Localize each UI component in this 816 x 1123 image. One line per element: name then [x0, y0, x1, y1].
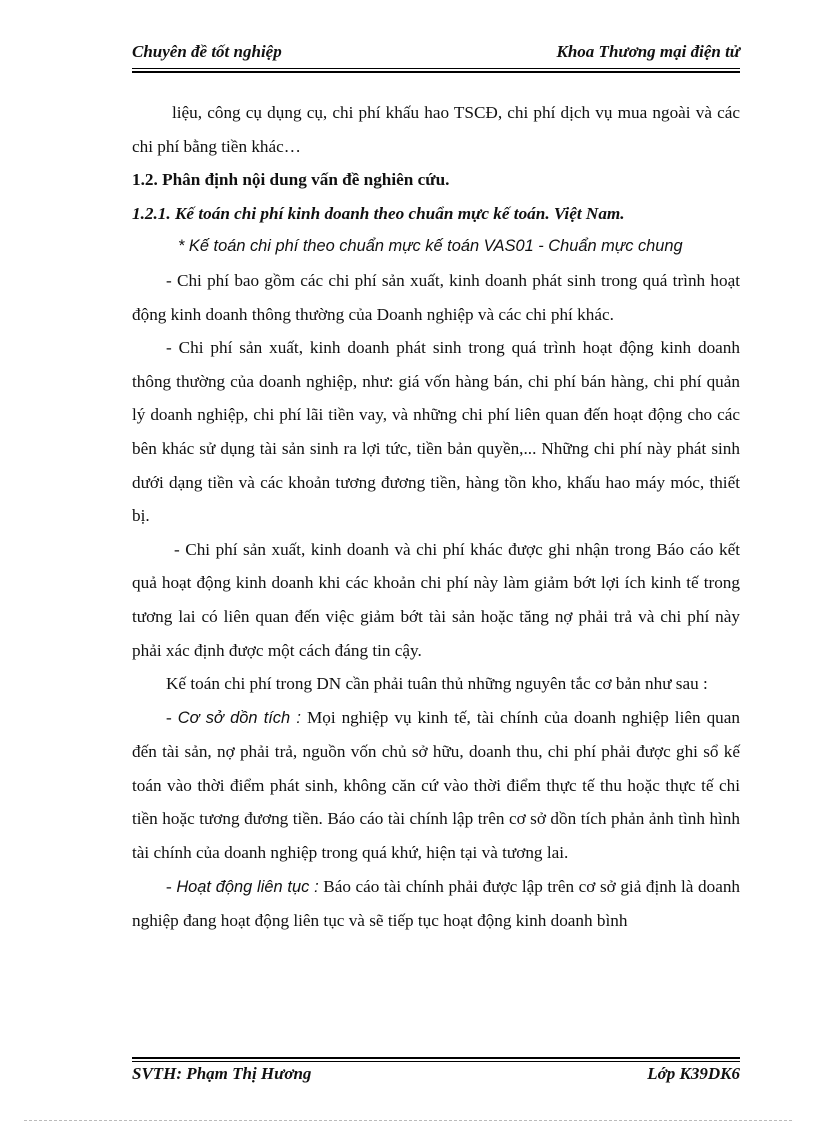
document-body	[132, 96, 740, 938]
page-header	[132, 42, 740, 66]
header-title-left: Chuyên đề tốt nghiệp	[132, 42, 282, 61]
paragraph-4: - Chi phí sản xuất, kinh doanh và chi phí khác được ghi nhận trong Báo cáo kết quả hoạt động kinh doanh khi các khoản chi phí này làm giảm bớt lợi ích kinh tế trong tương lai có liên quan đến việc giảm bớt tài sản hoặc tăng nợ phải trả và chi phí này phải xác định được một cách đáng tin cậy.	[132, 539, 740, 660]
footer-class: Lớp K39DK6	[647, 1064, 740, 1083]
paragraph-7: - Hoạt động liên tục : Báo cáo tài chính phải được lập trên cơ sở giả định là doanh nghiệp đang hoạt động liên tục và sẽ tiếp tục hoạt động kinh doanh bình	[132, 876, 741, 931]
paragraph-5: Kế toán chi phí trong DN cần phải tuân thủ những nguyên tắc cơ bản như sau :	[166, 674, 708, 694]
page-footer	[132, 1064, 740, 1088]
paragraph-7-text: Báo cáo tài chính phải được lập trên cơ sở giả định là doanh nghiệp đang hoạt động liên tục và sẽ tiếp tục hoạt động kinh doanh bình	[132, 876, 741, 931]
paragraph-2: - Chi phí bao gồm các chi phí sản xuất, kinh doanh phát sinh trong quá trình hoạt động kinh doanh thông thường của Doanh nghiệp và các chi phí khác.	[132, 270, 740, 324]
header-rule	[132, 68, 740, 73]
section-heading-1-2: 1.2. Phân định nội dung vấn đề nghiên cứu.	[132, 170, 450, 190]
paragraph-1: liệu, công cụ dụng cụ, chi phí khấu hao TSCĐ, chi phí dịch vụ mua ngoài và các chi phí bằng tiền khác…	[132, 103, 740, 156]
paragraph-6: - Cơ sở dồn tích : Mọi nghiệp vụ kinh tế, tài chính của doanh nghiệp liên quan đến tài sản, nợ phải trả, nguồn vốn chủ sở hữu, doanh thu, chi phí phải được ghi sổ kế toán vào thời điểm phát sinh, không căn cứ vào thời điểm thực tế thu hoặc thực tế chi tiền hoặc tương đương tiền. Báo cáo tài chính lập trên cơ sở dồn tích phản ảnh tình hình tài chính của doanh nghiệp trong quá khứ, hiện tại và tương lai.	[132, 707, 740, 863]
page-bottom-edge	[24, 1120, 792, 1121]
term-hoat-dong-lien-tuc: Hoạt động liên tục :	[176, 877, 319, 896]
paragraph-3: - Chi phí sản xuất, kinh doanh phát sinh trong quá trình hoạt động kinh doanh thông thường của doanh nghiệp, như: giá vốn hàng bán, chi phí bán hàng, chi phí quản lý doanh nghiệp, chi phí lãi tiền vay, và những chi phí liên quan đến hoạt động cho các bên khác sử dụng tài sản sinh ra lợi tức, tiền bản quyền,... Những chi phí này phát sinh dưới dạng tiền và các khoản tương đương tiền, hàng tồn kho, khấu hao máy móc, thiết bị.	[132, 338, 740, 526]
header-title-right: Khoa Thương mại điện tử	[556, 42, 740, 61]
footer-student: SVTH: Phạm Thị Hương	[132, 1064, 312, 1083]
subheading-vas01: * Kế toán chi phí theo chuẩn mực kế toán VAS01 - Chuẩn mực chung	[178, 237, 683, 256]
term-co-so-don-tich: Cơ sở dồn tích :	[177, 708, 301, 727]
paragraph-6-text: Mọi nghiệp vụ kinh tế, tài chính của doanh nghiệp liên quan đến tài sản, nợ phải trả, nguồn vốn chủ sở hữu, doanh thu, chi phí phải được ghi sổ kế toán vào thời điểm phát sinh, không căn cứ vào thời điểm thực tế thu hoặc thực tế chi tiền hoặc tương đương tiền. Báo cáo tài chính lập trên cơ sở dồn tích phản ảnh tình hình tài chính của doanh nghiệp trong quá khứ, hiện tại và tương lai.	[132, 707, 740, 863]
section-heading-1-2-1: 1.2.1. Kế toán chi phí kinh doanh theo chuẩn mực kế toán. Việt Nam.	[132, 203, 625, 223]
footer-rule	[132, 1057, 740, 1062]
